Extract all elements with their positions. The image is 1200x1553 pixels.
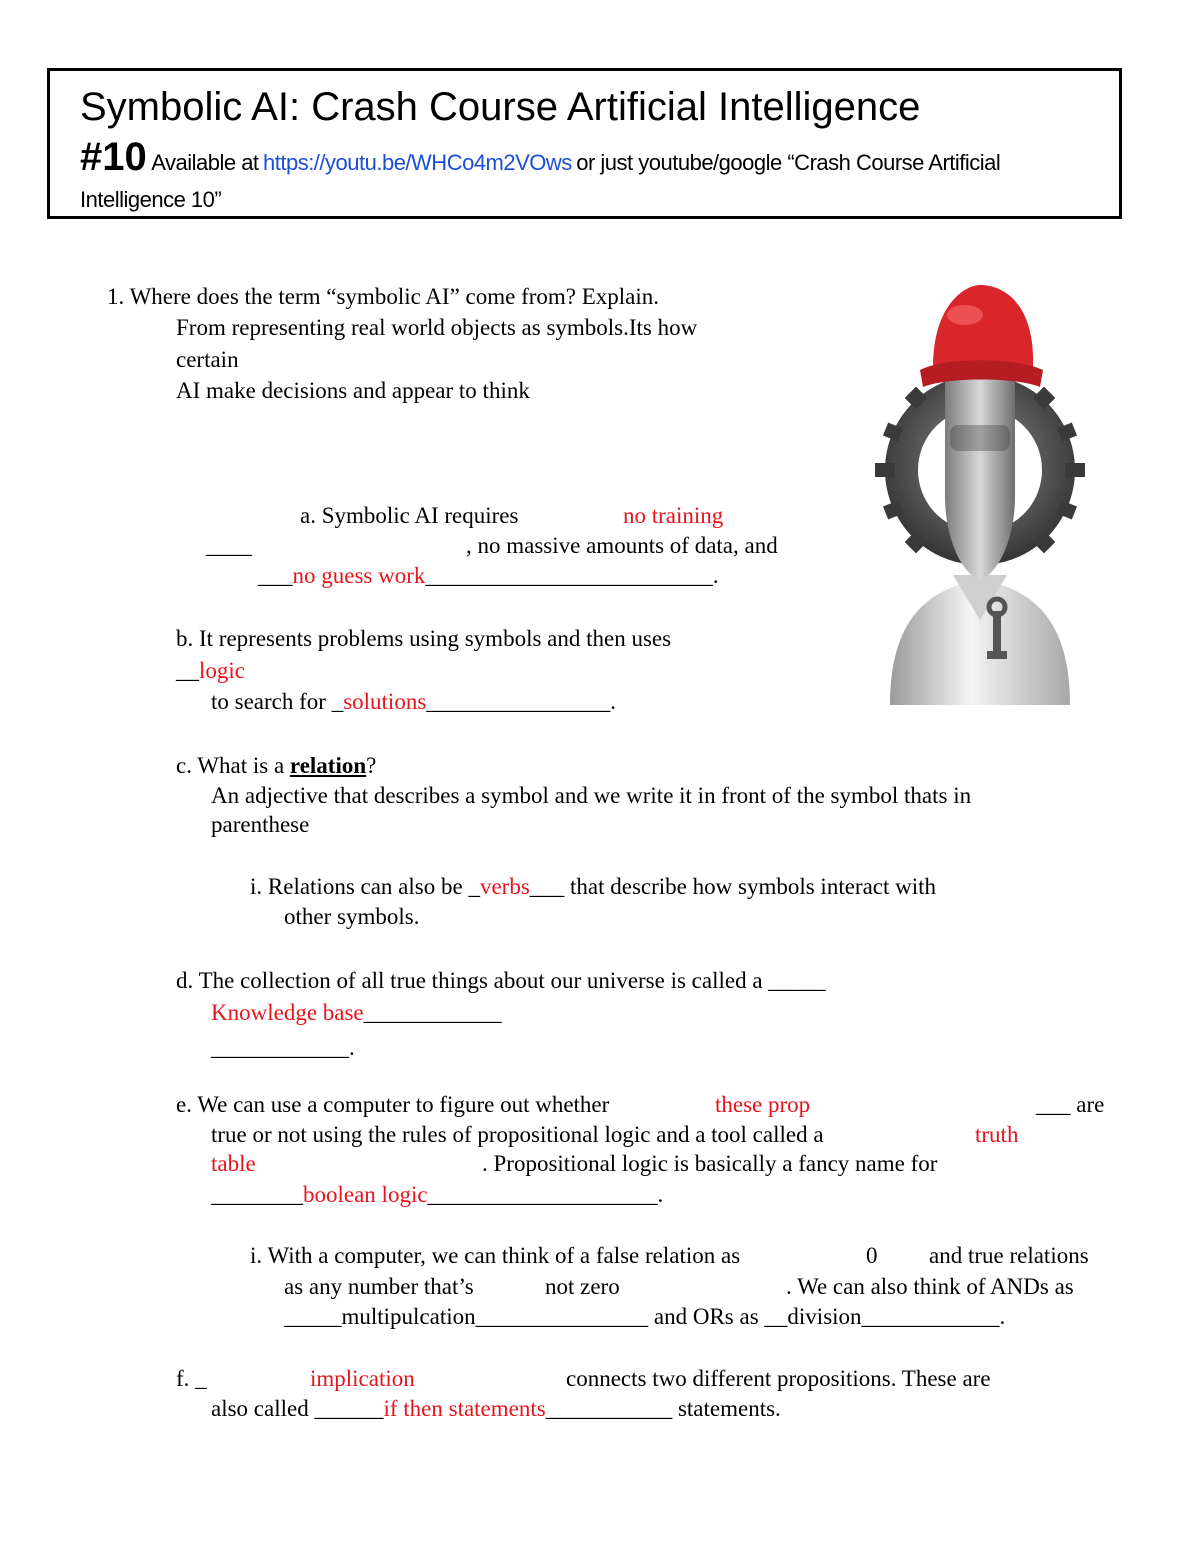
answer-b-1: logic [199,658,245,683]
answer-e-1: these prop [715,1092,811,1117]
blank: _________________________. [425,563,719,588]
question-d-line2 [211,998,502,1028]
question-e-post1: ___ are [1036,1092,1105,1117]
answer-c-line1: An adjective that describes a symbol and we write it in front of the symbol thats in [211,783,972,808]
text: to search for _ [211,689,344,714]
answer-e-3: boolean logic [303,1182,428,1207]
question-f-prefix: f. _ [176,1366,207,1391]
text: ___ that describe how symbols interact with [529,874,937,899]
answer-d: Knowledge base [211,1000,364,1025]
answer-1-line1: From representing real world objects as symbols.Its how [176,315,698,340]
blank: ________________. [426,689,617,714]
question-c-i [250,872,936,902]
question-e-i-line2-post: . We can also think of ANDs as [786,1274,1074,1299]
question-b-line2 [176,656,245,686]
answer-e-i-zero: 0 [866,1243,878,1268]
answer-a-2: no guess work [292,563,426,588]
text: i. Relations can also be _ [250,874,480,899]
mechanic-mascot-icon [875,275,1085,715]
title-line3: Intelligence 10” [80,187,222,212]
question-e-i-line1-post: and true relations [929,1243,1089,1268]
question-a-blank: ____ [206,533,252,558]
text: ? [366,753,377,778]
term-relation: relation [289,753,367,778]
video-link[interactable]: https://youtu.be/WHCo4m2VOws [263,150,572,175]
question-e-i-line2: as any number that’s [284,1274,474,1299]
question-e-line4 [211,1180,663,1210]
text: also called ______ [211,1396,384,1421]
question-b: b. It represents problems using symbols and then uses [176,626,672,651]
question-f: connects two different propositions. These are [566,1366,991,1391]
title-box [47,68,1122,219]
answer-1-line2: certain [176,347,239,372]
question-e-line3: . Propositional logic is basically a fancy name for [482,1151,938,1176]
answer-a-1: no training [623,503,724,528]
answer-e-i-not-zero: not zero [545,1274,620,1299]
question-1: 1. Where does the term “symbolic AI” come from? Explain. [107,284,660,309]
blank: ___ [258,563,293,588]
answer-e-2a: truth [975,1122,1019,1147]
text: ___________ statements. [545,1396,781,1421]
episode-number: #10 [80,135,147,179]
question-a-line3 [258,561,719,591]
question-a-line2: , no massive amounts of data, and [466,533,778,558]
blank: ____________________. [427,1182,664,1207]
answer-f-1: implication [310,1366,415,1391]
worksheet-title: Symbolic AI: Crash Course Artificial Intelligence [80,85,921,129]
question-d-line3: ____________. [211,1035,355,1060]
question-c-i-line2: other symbols. [284,904,420,929]
blank: ____________ [363,1000,502,1025]
answer-f-2: if then statements [383,1396,546,1421]
blank: ________ [211,1182,303,1207]
question-e-i-line3: _____multipulcation_______________ and ORs as __division____________. [284,1304,1006,1329]
title-line2 [80,135,1000,180]
answer-b-2: solutions [343,689,427,714]
question-e: e. We can use a computer to figure out whether [176,1092,610,1117]
question-d: d. The collection of all true things about our universe is called a _____ [176,968,826,993]
blank: __ [176,658,199,683]
text: c. What is a [176,753,290,778]
available-label: Available at [151,150,259,175]
question-e-i-line1: i. With a computer, we can think of a false relation as [250,1243,741,1268]
question-f-line2 [211,1394,781,1424]
question-e-line2: true or not using the rules of propositional logic and a tool called a [211,1122,824,1147]
question-b-line3 [211,687,616,717]
answer-c-i: verbs [479,874,530,899]
answer-1-line3: AI make decisions and appear to think [176,378,530,403]
question-c [176,751,376,781]
answer-c-line2: parenthese [211,812,310,837]
answer-e-2b: table [211,1151,256,1176]
question-a: a. Symbolic AI requires [300,503,519,528]
search-hint: or just youtube/google “Crash Course Artificial [576,150,1001,175]
